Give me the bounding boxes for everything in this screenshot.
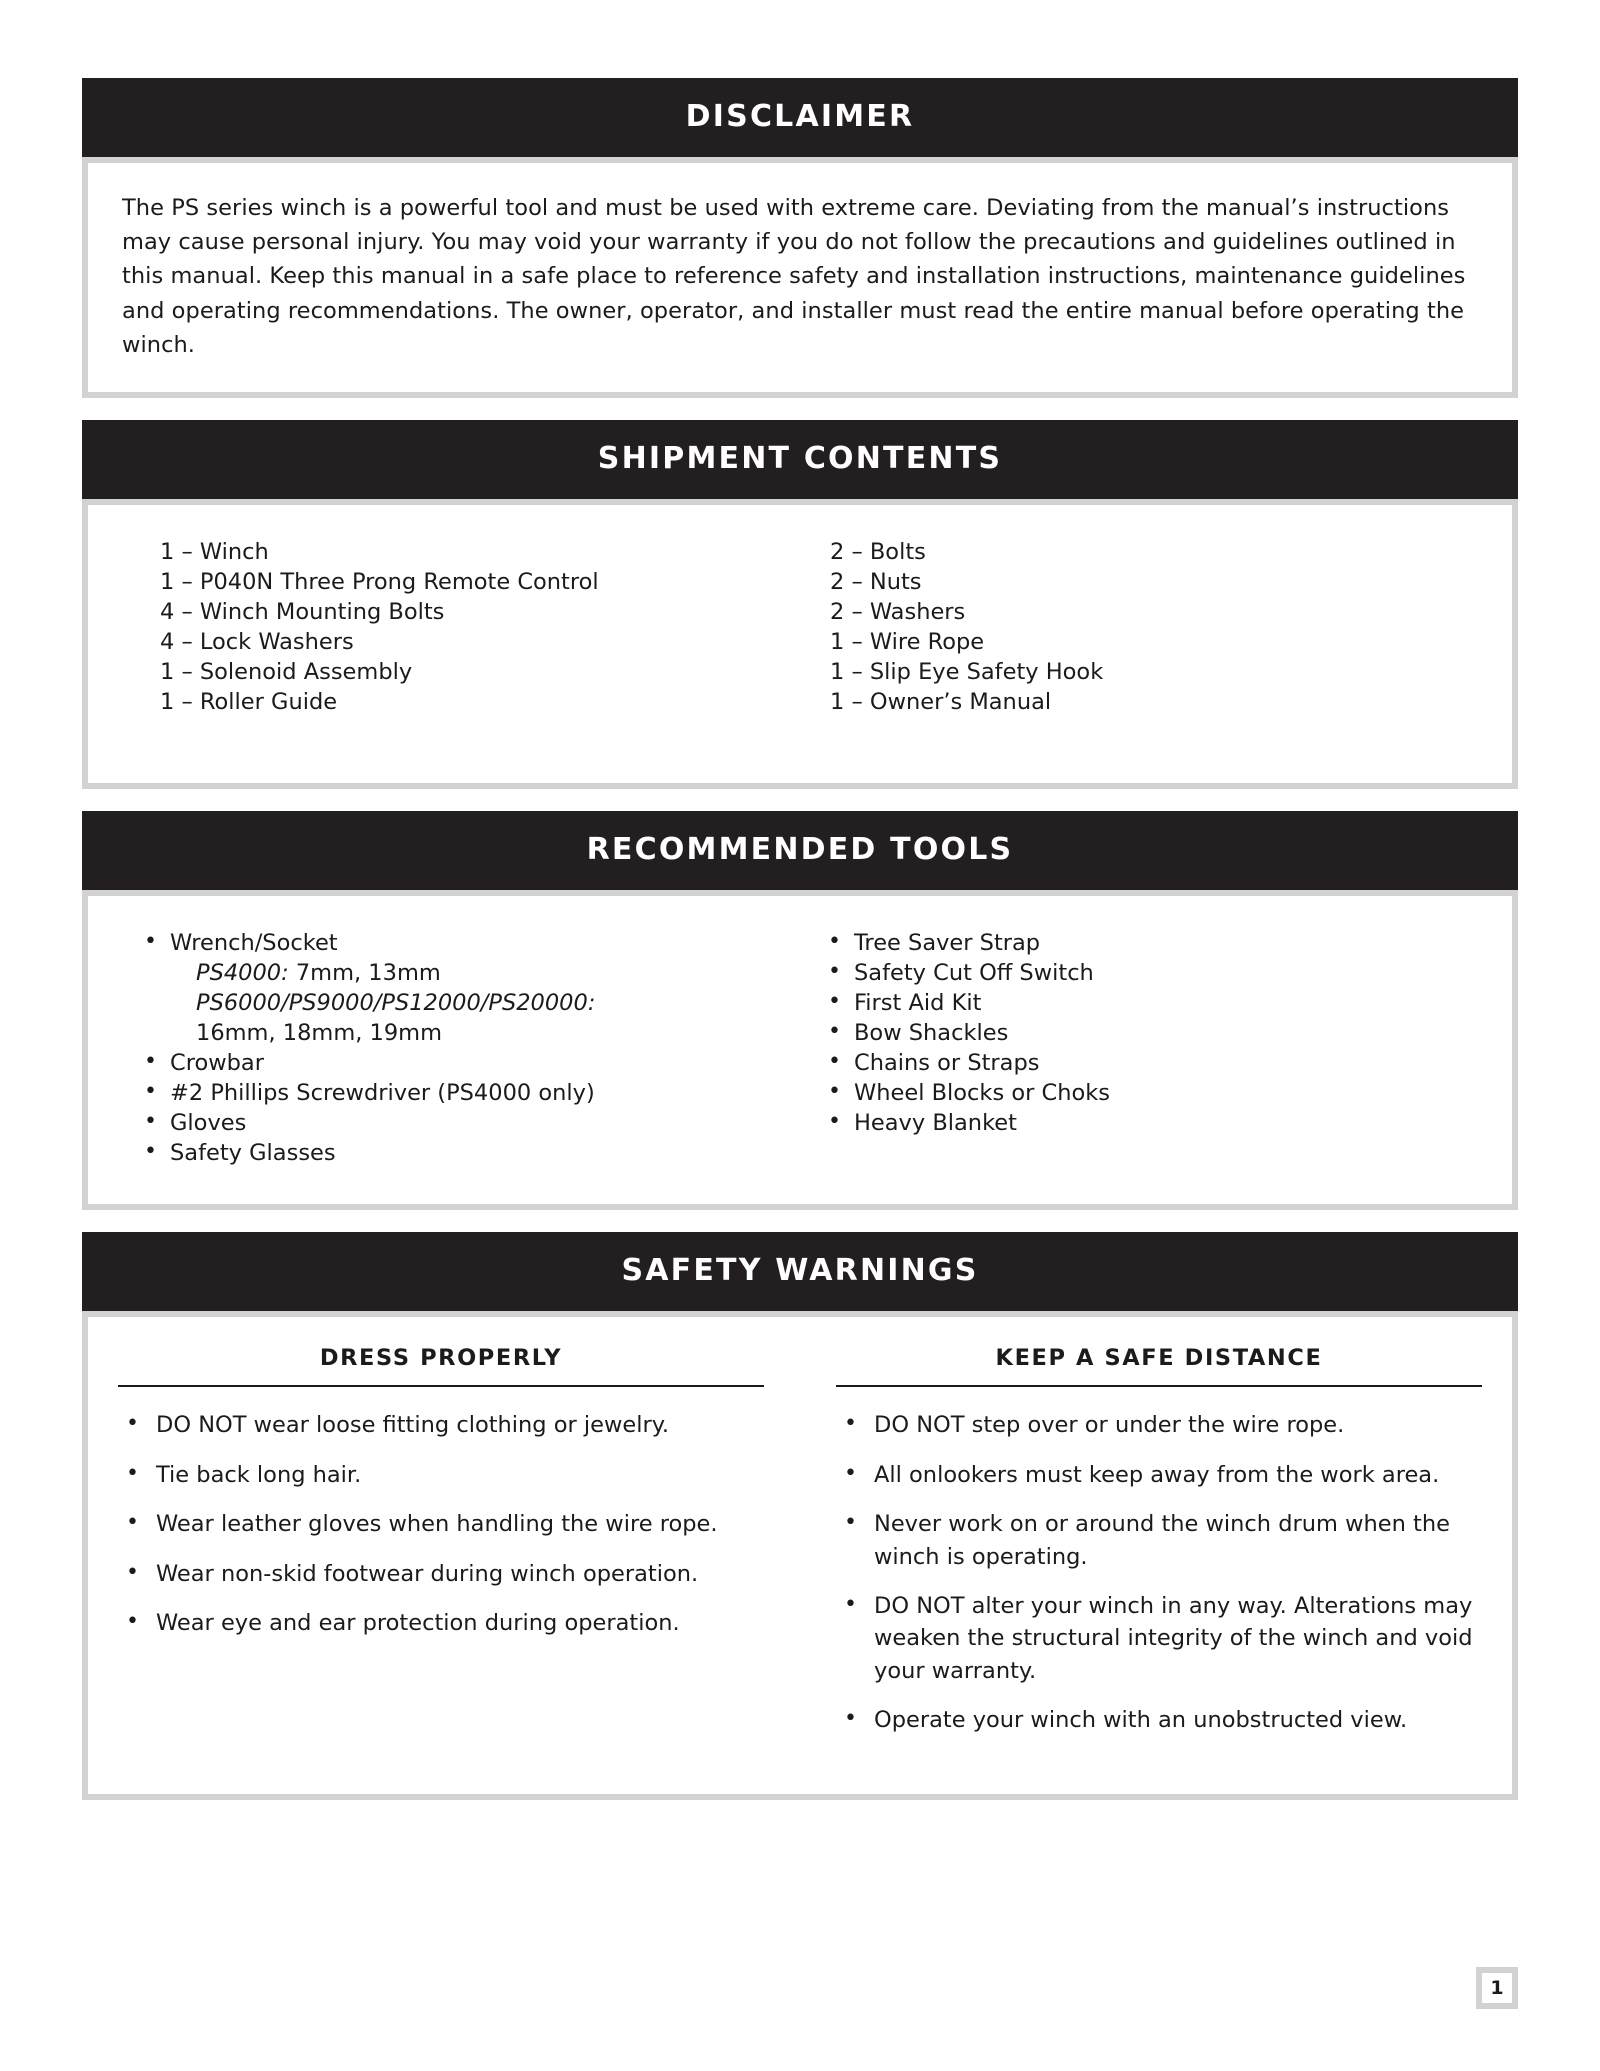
list-item: 4 – Lock Washers [160, 629, 354, 656]
section-header-shipment-contents: SHIPMENT CONTENTS [82, 420, 1518, 499]
model-label: PS4000: [196, 960, 289, 987]
divider-rule [836, 1385, 1482, 1387]
list-item: 1 – Wire Rope [830, 629, 985, 656]
disclaimer-body-text: The PS series winch is a powerful tool and must be used with extreme care. Deviating from the manual’s instructions may cause personal injury. You may void your warranty if you do not follow the precautions and guidelines outlined in this manual. Keep this manual in a safe place to reference safety and installation instructions, maintenance guidelines and operating recommendations. The owner, operator, and installer must read the entire manual before operating the winch. [122, 195, 1466, 358]
section-disclaimer [82, 78, 1518, 398]
tools-left-list [140, 928, 800, 1168]
dress-properly-list [118, 1409, 764, 1639]
list-item: 2 – Bolts [830, 538, 926, 565]
list-item: • Tree Saver Strap [824, 928, 1478, 958]
section-header-safety-warnings: SAFETY WARNINGS [82, 1232, 1518, 1311]
list-item: 1 – Solenoid Assembly [160, 659, 413, 686]
list-item: 1 – P040N Three Prong Remote Control [160, 568, 599, 595]
list-item: • Never work on or around the winch drum when the winch is operating. [836, 1508, 1482, 1573]
list-item: • Tie back long hair. [118, 1459, 764, 1491]
list-item: 2 – Nuts [830, 568, 922, 595]
list-item: • Safety Cut Off Switch [824, 958, 1478, 988]
tools-right-column [800, 928, 1478, 1168]
shipment-left-column [122, 537, 800, 717]
page-number-badge: 1 [1476, 1967, 1518, 2009]
list-item: 1 – Roller Guide [160, 689, 338, 716]
divider-rule [118, 1385, 764, 1387]
list-item: • Wear leather gloves when handling the wire rope. [118, 1508, 764, 1540]
list-item: • #2 Phillips Screwdriver (PS4000 only) [140, 1078, 800, 1108]
recommended-tools-panel [82, 890, 1518, 1210]
list-item: • DO NOT alter your winch in any way. Alterations may weaken the structural integrity of the winch and void your warranty. [836, 1590, 1482, 1687]
list-item: • Wheel Blocks or Choks [824, 1078, 1478, 1108]
list-item: • All onlookers must keep away from the work area. [836, 1459, 1482, 1491]
tools-right-list [824, 928, 1478, 1138]
list-item: • Heavy Blanket [824, 1108, 1478, 1138]
tools-left-column [122, 928, 800, 1168]
list-item: • Wear eye and ear protection during operation. [118, 1607, 764, 1639]
model-label: PS6000/PS9000/PS12000/PS20000: [196, 990, 596, 1017]
shipment-right-column [800, 537, 1478, 717]
section-safety-warnings [82, 1232, 1518, 1799]
list-item: 1 – Owner’s Manual [830, 689, 1052, 716]
list-item: 1 – Slip Eye Safety Hook [830, 659, 1104, 686]
list-item: 2 – Washers [830, 599, 966, 625]
list-item: • Wrench/Socket [140, 928, 800, 958]
keep-safe-distance-column [800, 1345, 1482, 1753]
spacer [82, 1210, 1518, 1232]
shipment-right-list [830, 537, 1478, 717]
section-header-disclaimer: DISCLAIMER [82, 78, 1518, 157]
list-item: • First Aid Kit [824, 988, 1478, 1018]
shipment-contents-panel [82, 499, 1518, 789]
list-item: • Bow Shackles [824, 1018, 1478, 1048]
section-shipment-contents [82, 420, 1518, 789]
list-item: • Operate your winch with an unobstructed view. [836, 1704, 1482, 1736]
list-item: • Crowbar [140, 1048, 800, 1078]
list-item: 1 – Winch [160, 538, 269, 565]
model-sizes: 7mm, 13mm [288, 960, 441, 987]
subheading-dress-properly: DRESS PROPERLY [319, 1345, 563, 1372]
list-item: • Wear non-skid footwear during winch operation. [118, 1558, 764, 1590]
model-sizes: 16mm, 18mm, 19mm [196, 1020, 443, 1047]
dress-properly-column [118, 1345, 800, 1753]
list-item: 4 – Winch Mounting Bolts [160, 599, 445, 625]
list-item: • Chains or Straps [824, 1048, 1478, 1078]
list-item: • DO NOT step over or under the wire rope. [836, 1409, 1482, 1441]
wrench-subline [140, 988, 800, 1018]
keep-safe-distance-list [836, 1409, 1482, 1736]
list-item: • Safety Glasses [140, 1138, 800, 1168]
disclaimer-panel [82, 157, 1518, 398]
wrench-subline [140, 958, 800, 988]
subheading-keep-a-safe-distance: KEEP A SAFE DISTANCE [995, 1345, 1323, 1372]
list-item: • DO NOT wear loose fitting clothing or jewelry. [118, 1409, 764, 1441]
spacer [82, 789, 1518, 811]
section-header-recommended-tools: RECOMMENDED TOOLS [82, 811, 1518, 890]
wrench-sublines [140, 958, 800, 1048]
list-item: • Gloves [140, 1108, 800, 1138]
wrench-subline [140, 1018, 800, 1048]
spacer [82, 398, 1518, 420]
section-recommended-tools [82, 811, 1518, 1210]
safety-warnings-panel [82, 1311, 1518, 1799]
shipment-left-list [160, 537, 800, 717]
